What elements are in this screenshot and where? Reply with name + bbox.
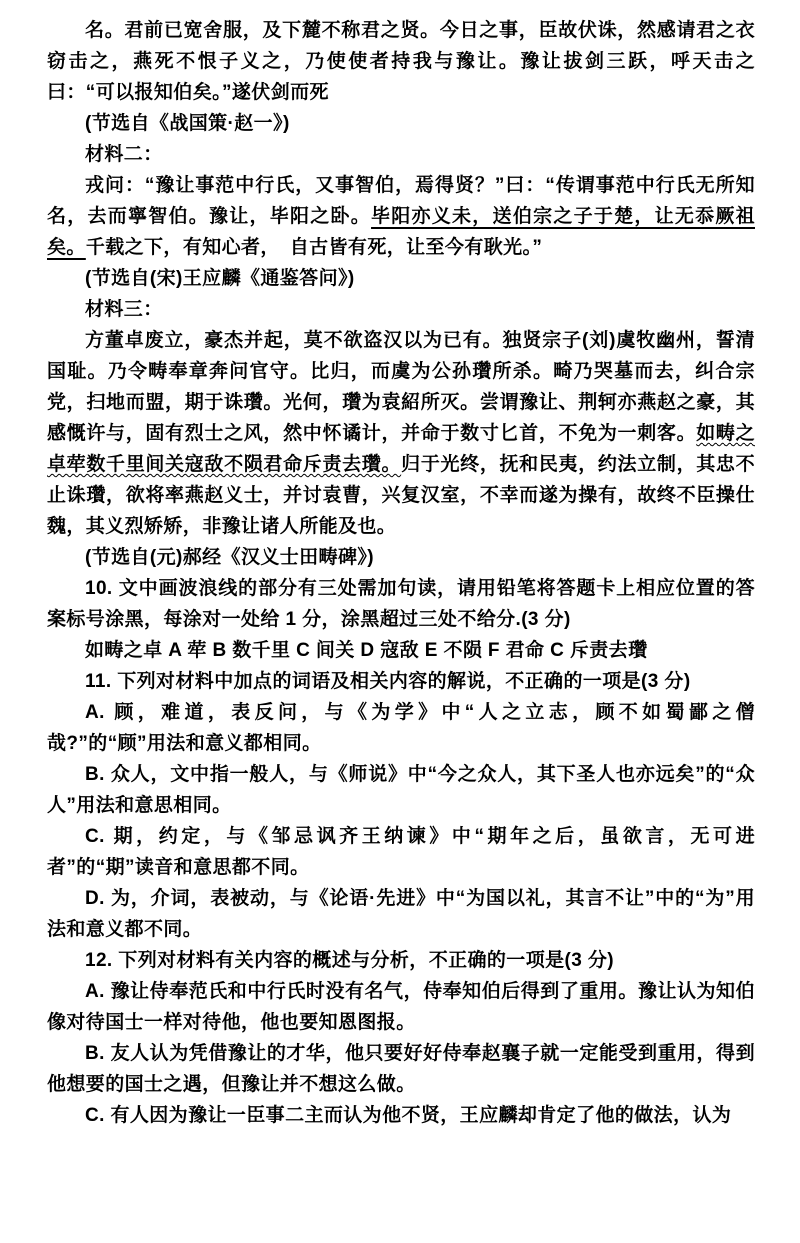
text-segment: (节选自(宋)王应麟《通鉴答问》) <box>85 268 355 289</box>
underlined-passage: 毕阳亦义未，送伯宗之子于楚，让无忝厥祖矣。 <box>47 206 755 258</box>
text-segment: C. 有人因为豫让一臣事二主而认为他不贤，王应麟却肯定了他的做法，认为 <box>85 1105 732 1126</box>
text-segment: 11. 下列对材料中加点的词语及相关内容的解说，不正确的一项是(3 分) <box>85 671 691 692</box>
text-segment: 材料二： <box>85 144 163 165</box>
text-segment: 12. 下列对材料有关内容的概述与分析，不正确的一项是(3 分) <box>85 950 614 971</box>
text-segment: (节选自《战国策·赵一》) <box>85 113 290 134</box>
material3-text <box>47 325 755 542</box>
text-segment: 归于光终，抚和民夷，约法立制，其忠不止诛瓚，欲将率燕赵义士，并讨袁曹，兴复汉室，不幸而遂为操有，故终不臣操仕魏，其义烈矫矫，非豫让诸人所能及也。 <box>47 454 756 537</box>
material3-heading <box>47 294 755 325</box>
material2-heading <box>47 139 755 170</box>
source-zhanguoce <box>47 108 755 139</box>
text-segment: 千载之下，有知心者， 自古皆有死，让至今有耿光。” <box>85 237 543 258</box>
question-12-option-a <box>47 976 755 1038</box>
source-hanyishi-tianchou-bei <box>47 542 755 573</box>
question-10-options <box>47 635 755 666</box>
question-11-option-d <box>47 883 755 945</box>
text-segment: 如畴之卓 A 荦 B 数千里 C 间关 D 寇敌 E 不陨 F 君命 C 斥责去瓚 <box>85 640 648 661</box>
text-segment: (节选自(元)郝经《汉义士田畴碑》) <box>85 547 375 568</box>
material2-text <box>47 170 755 263</box>
material1-text <box>47 15 755 108</box>
question-12 <box>47 945 755 976</box>
wavy-underlined-passage: 如畴之卓荦数千里间关寇敌不陨君命斥责去瓚。 <box>47 423 755 475</box>
text-segment: B. 友人认为凭借豫让的才华，他只要好好侍奉赵襄子就一定能受到重用，得到他想要的国士之遇，但豫让并不想这么做。 <box>47 1043 755 1095</box>
text-segment: 材料三： <box>85 299 163 320</box>
text-segment: A. 顾，难道，表反问，与《为学》中“人之立志，顾不如蜀鄙之僧哉?”的“顾”用法和意义都相同。 <box>47 702 755 754</box>
question-11 <box>47 666 755 697</box>
question-12-option-b <box>47 1038 755 1100</box>
text-segment: C. 期，约定，与《邹忌讽齐王纳谏》中“期年之后，虽欲言，无可进者”的“期”读音和意思都不同。 <box>47 826 755 878</box>
text-segment: D. 为，介词，表被动，与《论语·先进》中“为国以礼，其言不让”中的“为”用法和意义都不同。 <box>47 888 755 940</box>
text-segment: 戎问：“豫让事范中行氏，又事智伯，焉得贤？”曰：“传谓事范中行氏无所知名，去而寧智伯。豫让，毕阳之卧。 <box>47 175 755 227</box>
question-11-option-b <box>47 759 755 821</box>
question-11-option-c <box>47 821 755 883</box>
question-11-option-a <box>47 697 755 759</box>
document-body <box>47 15 755 1131</box>
text-segment: A. 豫让侍奉范氏和中行氏时没有名气，侍奉知伯后得到了重用。豫让认为知伯像对待国士一样对待他，他也要知恩图报。 <box>47 981 755 1033</box>
text-segment: 10. 文中画波浪线的部分有三处需加句读，请用铅笔将答题卡上相应位置的答案标号涂黑，每涂对一处给 1 分，涂黑超过三处不给分.(3 分) <box>47 578 755 630</box>
question-12-option-c <box>47 1100 755 1131</box>
text-segment: 名。君前已宽舍服，及下麓不称君之贤。今日之事，臣故伏诛，然感请君之衣窃击之，燕死不恨子义之，乃使使者持我与豫让。豫让拔剑三跃，呼天击之曰：“可以报知伯矣。”遂伏剑而死 <box>47 20 755 103</box>
text-segment: B. 众人，文中指一般人，与《师说》中“今之众人，其下圣人也亦远矣”的“众人”用法和意思相同。 <box>47 764 755 816</box>
source-tongjiandawen <box>47 263 755 294</box>
question-10 <box>47 573 755 635</box>
text-segment: 方董卓废立，豪杰并起，莫不欲盗汉以为已有。独贤宗子(刘)虞牧幽州，誓清国耻。乃令畴奉章奔问官守。比归，而虞为公孙瓚所杀。畸乃哭墓而去，纠合宗党，扫地而盟，期于诛瓚。光何，瓚为袁紹所灭。尝谓豫让、荆轲亦燕赵之豪，其感慨许与，固有烈士之风，然中怀谲计，并命于数寸匕首，不免为一刺客。 <box>47 330 755 444</box>
